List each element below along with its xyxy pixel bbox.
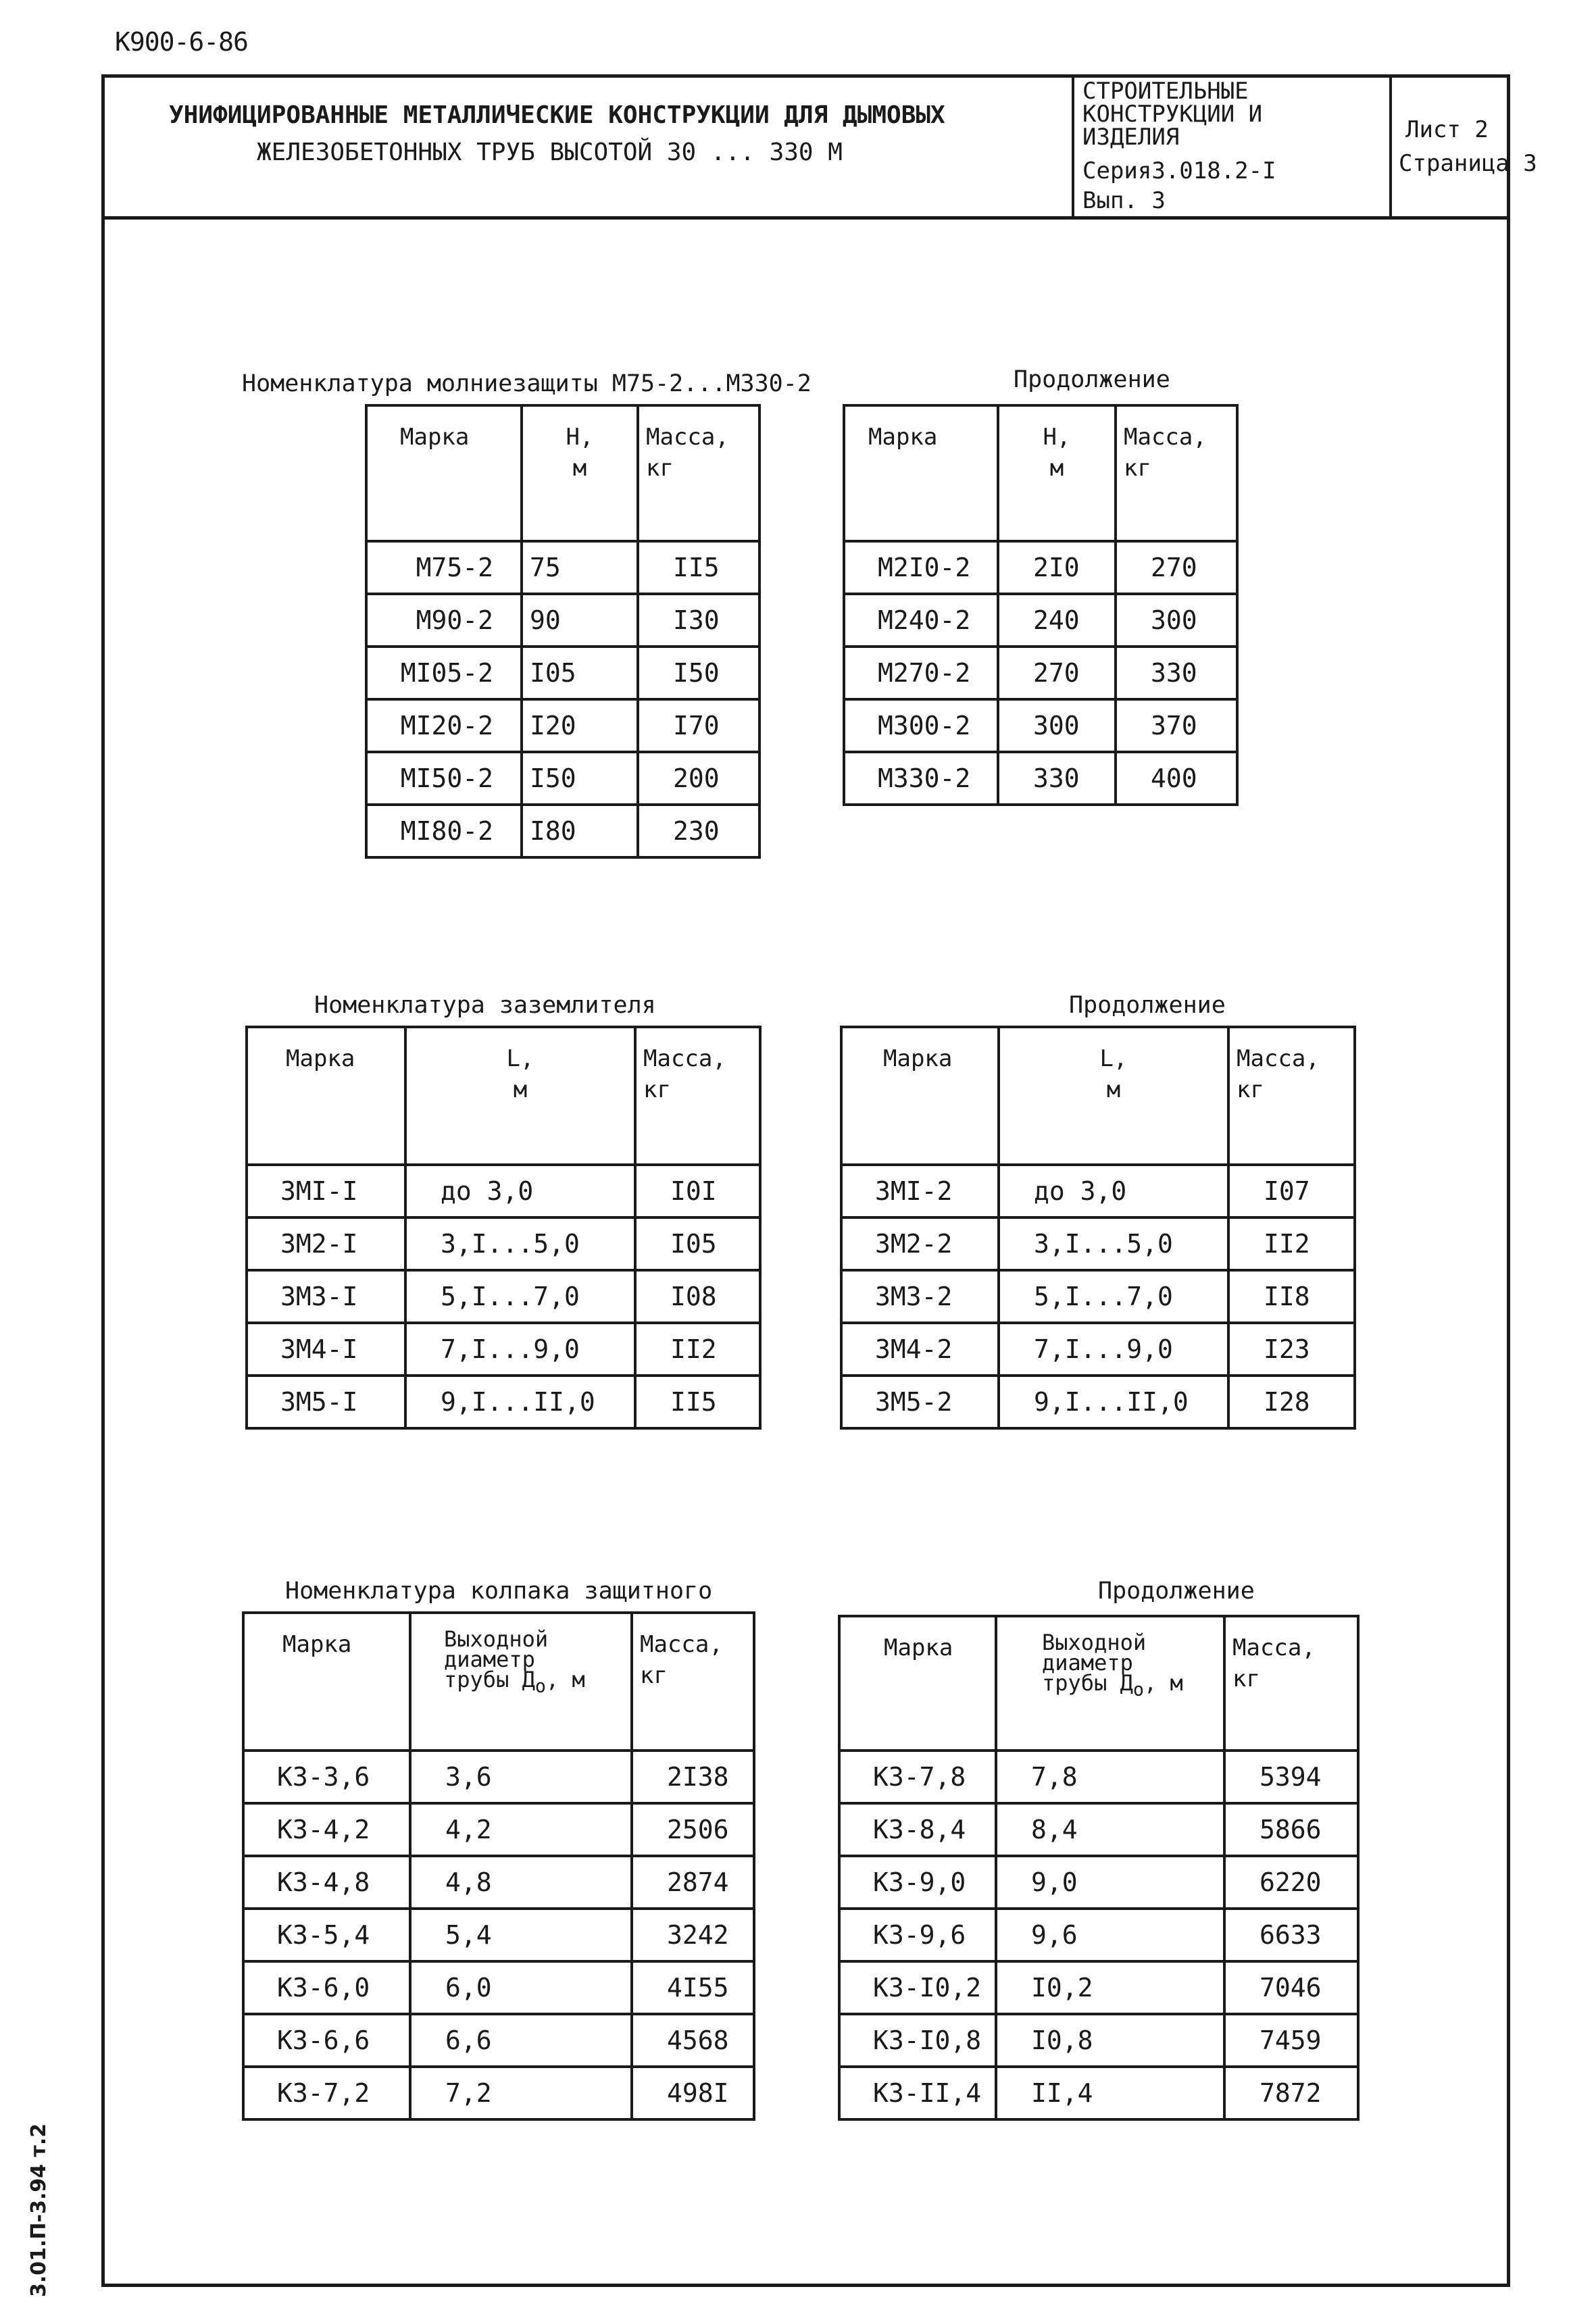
series-line1: СТРОИТЕЛЬНЫЕ	[1082, 78, 1249, 105]
table-row	[366, 594, 759, 647]
title-block-sheet	[1392, 74, 1537, 216]
ground-table-left-body	[247, 1027, 760, 1428]
cell-mass: I30	[638, 594, 759, 647]
table-row	[839, 1909, 1358, 1961]
cell-size: 4,8	[410, 1856, 632, 1909]
cell-size: II,4	[996, 2067, 1224, 2119]
table-row	[247, 1217, 760, 1270]
cell-size: I80	[522, 805, 638, 857]
table-row	[243, 1803, 754, 1856]
lightning-continuation-caption: Продолжение	[1014, 366, 1170, 393]
title-block	[101, 74, 1537, 220]
ground-continuation-caption: Продолжение	[1069, 992, 1226, 1019]
table-row	[243, 1909, 754, 1961]
cell-mass: 6633	[1224, 1909, 1358, 1961]
document-code: К900-6-86	[115, 27, 248, 57]
cell-mass: 5394	[1224, 1751, 1358, 1803]
cell-mass: 200	[638, 752, 759, 805]
table-row	[841, 1165, 1355, 1217]
series-number: Серия3.018.2-I	[1082, 157, 1276, 184]
cell-mass: I08	[635, 1270, 760, 1323]
cell-size: 9,0	[996, 1856, 1224, 1909]
cell-mass: 400	[1116, 752, 1237, 805]
cell-size: 6,6	[410, 2014, 632, 2067]
cell-mark: КЗ-6,6	[243, 2014, 410, 2067]
cell-size: 5,4	[410, 1909, 632, 1961]
cell-mark: КЗ-7,2	[243, 2067, 410, 2119]
document-title-line2: ЖЕЛЕЗОБЕТОННЫХ ТРУБ ВЫСОТОЙ 30 ... 330 М	[257, 139, 843, 166]
cell-mark: МI50-2	[366, 752, 522, 805]
col-header-mark: Марка	[841, 1027, 999, 1165]
cell-mark: ЗМ2-2	[841, 1217, 999, 1270]
cell-mass: 4I55	[632, 1961, 754, 2014]
table-row	[243, 1856, 754, 1909]
cell-mass: 7046	[1224, 1961, 1358, 2014]
cell-mark: КЗ-3,6	[243, 1751, 410, 1803]
cell-mass: 3242	[632, 1909, 754, 1961]
table-row	[841, 1323, 1355, 1376]
cell-mass: 498I	[632, 2067, 754, 2119]
col-header-length: L, м	[999, 1027, 1228, 1165]
table-row	[844, 541, 1237, 594]
cell-size: I0,2	[996, 1961, 1224, 2014]
lightning-table-right-body	[844, 405, 1237, 805]
cell-mark: КЗ-9,0	[839, 1856, 996, 1909]
cell-mark: М90-2	[366, 594, 522, 647]
cell-size: 9,6	[996, 1909, 1224, 1961]
cell-size: 7,8	[996, 1751, 1224, 1803]
cell-mark: КЗ-I0,8	[839, 2014, 996, 2067]
lightning-table-left	[365, 404, 761, 859]
cell-mass: 6220	[1224, 1856, 1358, 1909]
cell-mark: МI05-2	[366, 647, 522, 699]
cell-size: 7,I...9,0	[999, 1323, 1228, 1376]
cell-mass: 4568	[632, 2014, 754, 2067]
cell-mass: I70	[638, 699, 759, 752]
table-row	[839, 1961, 1358, 2014]
document-title-line1: УНИФИЦИРОВАННЫЕ МЕТАЛЛИЧЕСКИЕ КОНСТРУКЦИИ ДЛЯ ДЫМОВЫХ	[169, 101, 945, 129]
cell-mark: М2I0-2	[844, 541, 998, 594]
col-header-mass: Масса, кг	[1224, 1616, 1358, 1751]
col-header-mass: Масса, кг	[1116, 405, 1237, 541]
cap-table-right	[838, 1615, 1360, 2121]
table-row	[839, 1803, 1358, 1856]
table-row	[841, 1217, 1355, 1270]
table-row	[247, 1376, 760, 1428]
series-line3: ИЗДЕЛИЯ	[1082, 124, 1180, 151]
cap-table-left-body	[243, 1613, 754, 2119]
cap-table-right-body	[839, 1616, 1358, 2119]
table-row	[366, 647, 759, 699]
cell-size: 2I0	[998, 541, 1116, 594]
cell-size: I0,8	[996, 2014, 1224, 2067]
cell-mark: ЗМI-I	[247, 1165, 405, 1217]
table-row	[366, 805, 759, 857]
cell-size: 300	[998, 699, 1116, 752]
cell-size: I20	[522, 699, 638, 752]
cell-mass: I07	[1228, 1165, 1355, 1217]
issue-number: Вып. 3	[1082, 187, 1166, 214]
cell-mark: М75-2	[366, 541, 522, 594]
table-row	[366, 752, 759, 805]
table-row	[243, 1961, 754, 2014]
cell-mark: КЗ-9,6	[839, 1909, 996, 1961]
cell-mass: II8	[1228, 1270, 1355, 1323]
cell-mark: ЗМ5-I	[247, 1376, 405, 1428]
cell-mark: МI20-2	[366, 699, 522, 752]
title-block-series	[1074, 74, 1392, 216]
cell-mark: КЗ-7,8	[839, 1751, 996, 1803]
cell-size: до 3,0	[405, 1165, 635, 1217]
cell-size: до 3,0	[999, 1165, 1228, 1217]
cell-size: 9,I...II,0	[405, 1376, 635, 1428]
cell-size: 90	[522, 594, 638, 647]
table-row	[366, 699, 759, 752]
table-row	[247, 1270, 760, 1323]
ground-table-right	[840, 1026, 1356, 1430]
cell-size: 7,I...9,0	[405, 1323, 635, 1376]
cell-mark: М240-2	[844, 594, 998, 647]
table-row	[841, 1376, 1355, 1428]
cell-mass: 2I38	[632, 1751, 754, 1803]
cell-mass: 7872	[1224, 2067, 1358, 2119]
cell-size: 8,4	[996, 1803, 1224, 1856]
cell-size: 5,I...7,0	[405, 1270, 635, 1323]
cell-size: 3,I...5,0	[999, 1217, 1228, 1270]
cell-size: 3,I...5,0	[405, 1217, 635, 1270]
cell-mass: I50	[638, 647, 759, 699]
title-block-main	[101, 74, 1074, 216]
cell-mark: МI80-2	[366, 805, 522, 857]
col-header-diameter: Выходной диаметр трубы $Д_о$, м	[410, 1613, 632, 1751]
cell-mass: 330	[1116, 647, 1237, 699]
col-header-mass: Масса, кг	[632, 1613, 754, 1751]
table-row	[839, 1751, 1358, 1803]
lightning-table-right	[843, 404, 1239, 806]
cell-mass: 2506	[632, 1803, 754, 1856]
cell-size: 240	[998, 594, 1116, 647]
cell-mass: 230	[638, 805, 759, 857]
cell-mark: М270-2	[844, 647, 998, 699]
ground-table-left	[245, 1026, 762, 1430]
cell-mark: ЗМI-2	[841, 1165, 999, 1217]
cell-mass: I28	[1228, 1376, 1355, 1428]
cap-continuation-caption: Продолжение	[1098, 1578, 1255, 1605]
col-header-mark: Марка	[247, 1027, 405, 1165]
col-header-mass: Масса, кг	[635, 1027, 760, 1165]
cell-mark: ЗМ4-I	[247, 1323, 405, 1376]
col-header-height: Н, м	[998, 405, 1116, 541]
table-row	[839, 2014, 1358, 2067]
col-header-mass: Масса, кг	[638, 405, 759, 541]
col-header-mark: Марка	[839, 1616, 996, 1751]
series-line2: КОНСТРУКЦИИ И	[1082, 101, 1263, 128]
col-header-length: L, м	[405, 1027, 635, 1165]
cell-size: 7,2	[410, 2067, 632, 2119]
cell-size: 6,0	[410, 1961, 632, 2014]
cell-mark: КЗ-8,4	[839, 1803, 996, 1856]
col-header-mark: Марка	[243, 1613, 410, 1751]
cell-mark: М300-2	[844, 699, 998, 752]
cell-mass: 300	[1116, 594, 1237, 647]
cell-mass: II5	[635, 1376, 760, 1428]
table-row	[844, 594, 1237, 647]
table-row	[247, 1165, 760, 1217]
col-header-diameter: Выходной диаметр трубы $Д_о$, м	[996, 1616, 1224, 1751]
cell-mark: ЗМ4-2	[841, 1323, 999, 1376]
cell-size: 3,6	[410, 1751, 632, 1803]
cell-size: 5,I...7,0	[999, 1270, 1228, 1323]
cell-mass: 7459	[1224, 2014, 1358, 2067]
cell-size: 330	[998, 752, 1116, 805]
cap-table-left	[242, 1611, 755, 2121]
cell-mass: I05	[635, 1217, 760, 1270]
table-row	[243, 2067, 754, 2119]
ground-table-right-body	[841, 1027, 1355, 1428]
table-row	[839, 1856, 1358, 1909]
cell-mark: ЗМ2-I	[247, 1217, 405, 1270]
page-number: Страница 3	[1399, 150, 1537, 177]
cell-mark: КЗ-I0,2	[839, 1961, 996, 2014]
cell-mark: ЗМ3-2	[841, 1270, 999, 1323]
table-row	[844, 752, 1237, 805]
cell-size: I05	[522, 647, 638, 699]
cell-mass: 270	[1116, 541, 1237, 594]
lightning-caption: Номенклатура молниезащиты М75-2...М330-2	[242, 370, 812, 397]
cell-mass: II2	[1228, 1217, 1355, 1270]
cell-mark: ЗМ3-I	[247, 1270, 405, 1323]
cell-mark: КЗ-5,4	[243, 1909, 410, 1961]
cell-mass: 5866	[1224, 1803, 1358, 1856]
table-row	[844, 699, 1237, 752]
table-row	[844, 647, 1237, 699]
cell-mass: 370	[1116, 699, 1237, 752]
cell-mark: М330-2	[844, 752, 998, 805]
table-row	[247, 1323, 760, 1376]
cell-mass: II5	[638, 541, 759, 594]
cell-size: 4,2	[410, 1803, 632, 1856]
col-header-mass: Масса, кг	[1228, 1027, 1355, 1165]
table-row	[839, 2067, 1358, 2119]
cell-mass: 2874	[632, 1856, 754, 1909]
cap-caption: Номенклатура колпака защитного	[285, 1578, 713, 1605]
col-header-mark: Марка	[366, 405, 522, 541]
cell-size: I50	[522, 752, 638, 805]
cell-mark: КЗ-II,4	[839, 2067, 996, 2119]
cell-mark: КЗ-6,0	[243, 1961, 410, 2014]
cell-mass: I0I	[635, 1165, 760, 1217]
cell-size: 270	[998, 647, 1116, 699]
table-row	[243, 2014, 754, 2067]
cell-mark: КЗ-4,8	[243, 1856, 410, 1909]
ground-caption: Номенклатура заземлителя	[314, 992, 656, 1019]
table-row	[243, 1751, 754, 1803]
col-header-mark: Марка	[844, 405, 998, 541]
cell-mark: КЗ-4,2	[243, 1803, 410, 1856]
table-row	[366, 541, 759, 594]
cell-size: 9,I...II,0	[999, 1376, 1228, 1428]
side-stamp: 3.01.П-3.94 т.2	[27, 2123, 51, 2297]
lightning-table-left-body	[366, 405, 759, 857]
cell-size: 75	[522, 541, 638, 594]
cell-mass: I23	[1228, 1323, 1355, 1376]
cell-mark: ЗМ5-2	[841, 1376, 999, 1428]
sheet-number: Лист 2	[1405, 116, 1489, 143]
col-header-height: Н, м	[522, 405, 638, 541]
cell-mass: II2	[635, 1323, 760, 1376]
table-row	[841, 1270, 1355, 1323]
